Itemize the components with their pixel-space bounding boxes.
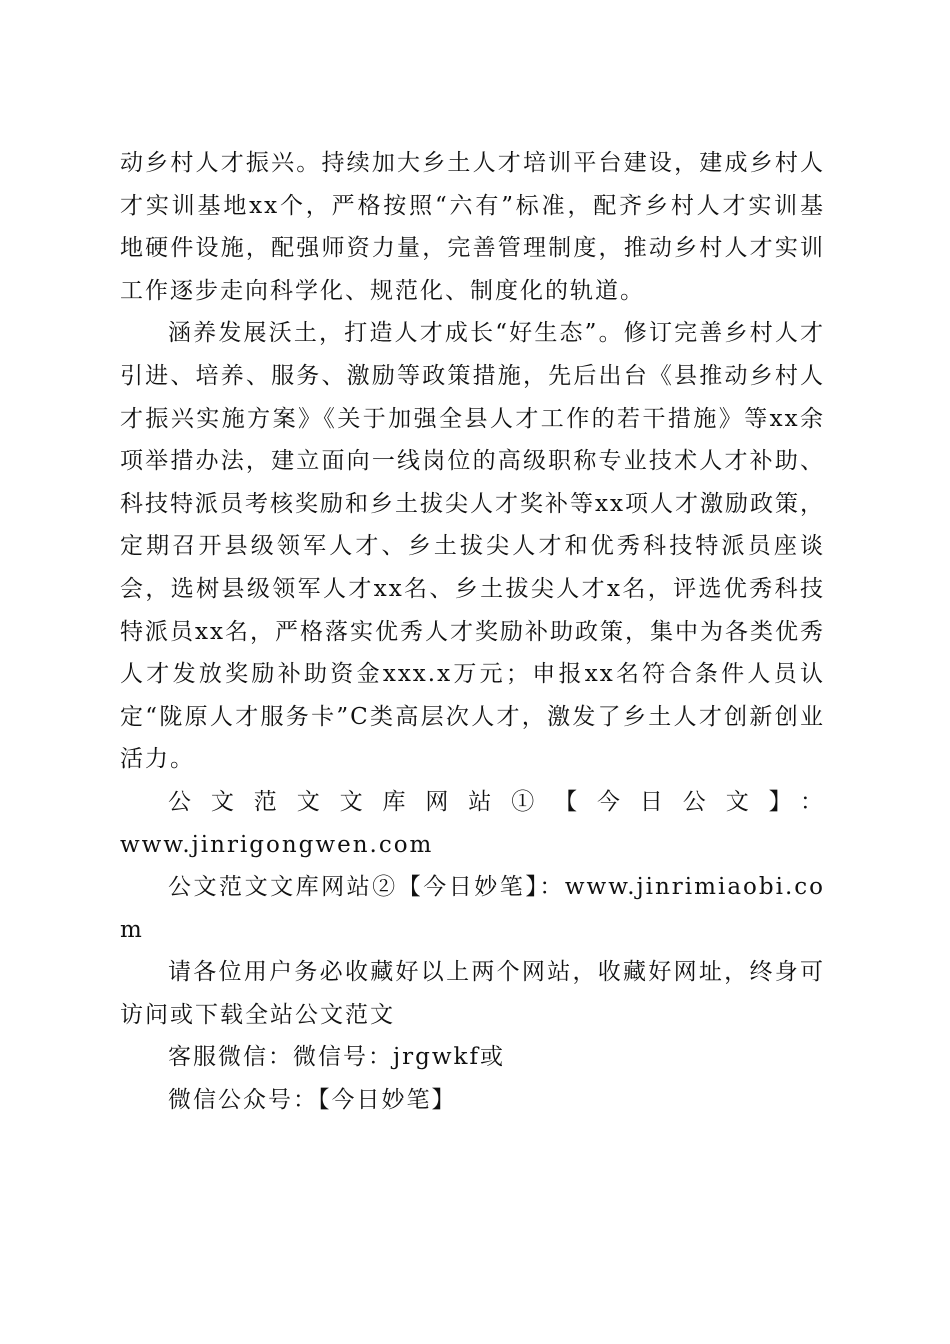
body-paragraph: 涵养发展沃土，打造人才成长“好生态”。修订完善乡村人才引进、培养、服务、激励等政策措施，先后出台《县推动乡村人才振兴实施方案》《关于加强全县人才工作的若干措施》等xx余项举措办法，建立面向一线岗位的高级职称专业技术人才补助、科技特派员考核奖励和乡土拔尖人才奖补等xx项人才激励政策，定期召开县级领军人才、乡土拔尖人才和优秀科技特派员座谈会，选树县级领军人才xx名、乡土拔尖人才x名，评选优秀科技特派员xx名，严格落实优秀人才奖励补助政策，集中为各类优秀人才发放奖励补助资金xxx.x万元；申报xx名符合条件人员认定“陇原人才服务卡”C类高层次人才，激发了乡土人才创新创业活力。 — [120, 320, 825, 773]
website-1-label: 公文范文文库网站①【今日公文】： — [168, 788, 825, 815]
wechat-official-account: 微信公众号：【今日妙笔】 — [168, 1087, 457, 1114]
website-1-url: www.jinrigongwen.com — [120, 831, 434, 858]
website-2-line: 公文范文文库网站②【今日妙笔】：www.jinrimiaobi.com — [120, 874, 825, 943]
document-page — [120, 142, 825, 1122]
bookmark-notice: 请各位用户务必收藏好以上两个网站，收藏好网址，终身可访问或下载全站公文范文 — [120, 959, 825, 1028]
customer-service-wechat: 客服微信：微信号：jrgwkf或 — [168, 1044, 505, 1071]
body-paragraph: 动乡村人才振兴。持续加大乡土人才培训平台建设，建成乡村人才实训基地xx个，严格按照“六有”标准，配齐乡村人才实训基地硬件设施，配强师资力量，完善管理制度，推动乡村人才实训工作逐步走向科学化、规范化、制度化的轨道。 — [120, 150, 825, 304]
